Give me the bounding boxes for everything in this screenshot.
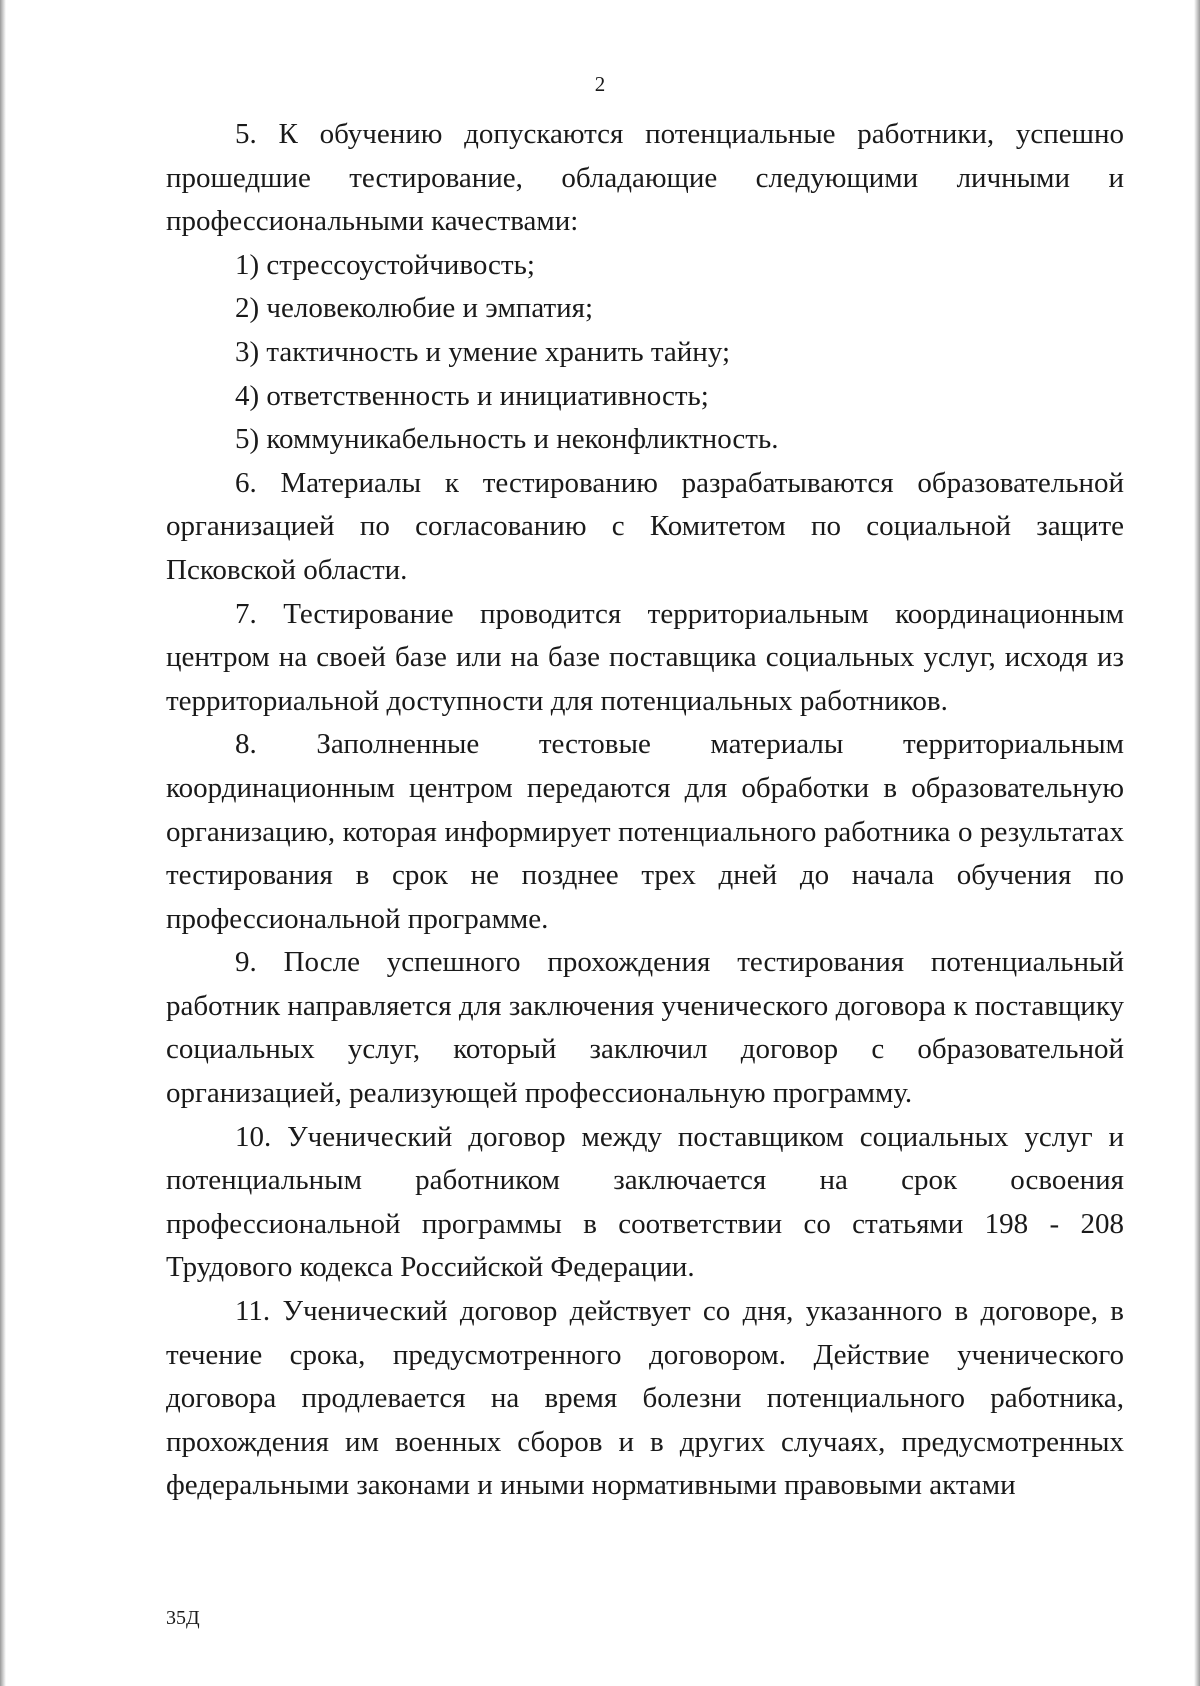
list-item-5: 5) коммуникабельность и неконфликтность. [235, 423, 779, 456]
list-item-2: 2) человеколюбие и эмпатия; [235, 292, 594, 325]
paragraph-10: 10. Ученический договор между поставщиком социальных услуг и потенциальным работником заключается на срок освоения профессиональной программы в соответствии со статьями 198 - 208 Трудового кодекса Российской Федерации. [166, 1120, 1124, 1284]
document-body [166, 113, 1124, 1508]
paragraph-11: 11. Ученический договор действует со дня, указанного в договоре, в течение срока, предусмотренного договором. Действие ученического договора продлевается на время болезни потенциального работника, прохождения им военных сборов и в других случаях, предусмотренных федеральными законами и иными нормативными правовыми актами [166, 1295, 1124, 1502]
paragraph-8: 8. Заполненные тестовые материалы территориальным координационным центром передаются для обработки в образовательную организацию, которая информирует потенциального работника о результатах тестирования в срок не позднее трех дней до начала обучения по профессиональной программе. [166, 728, 1124, 935]
page-number: 2 [594, 72, 606, 96]
footer-code: 35Д [166, 1607, 200, 1629]
scan-edge-right [1194, 0, 1200, 1686]
paragraph-7: 7. Тестирование проводится территориальным координационным центром на своей базе или на базе поставщика социальных услуг, исходя из территориальной доступности для потенциальных работников. [166, 597, 1124, 717]
list-item-4: 4) ответственность и инициативность; [235, 379, 709, 412]
paragraph-5: 5. К обучению допускаются потенциальные работники, успешно прошедшие тестирование, обладающие следующими личными и профессиональными качествами: [166, 118, 1124, 238]
list-item-1: 1) стрессоустойчивость; [235, 248, 535, 281]
paragraph-6: 6. Материалы к тестированию разрабатываются образовательной организацией по согласованию с Комитетом по социальной защите Псковской области. [166, 466, 1124, 586]
paragraph-9: 9. После успешного прохождения тестирования потенциальный работник направляется для заключения ученического договора к поставщику социальных услуг, который заключил договор с образовательной организацией, реализующей профессиональную программу. [166, 946, 1124, 1110]
scan-edge-left [0, 0, 6, 1686]
list-item-3: 3) тактичность и умение хранить тайну; [235, 335, 730, 368]
